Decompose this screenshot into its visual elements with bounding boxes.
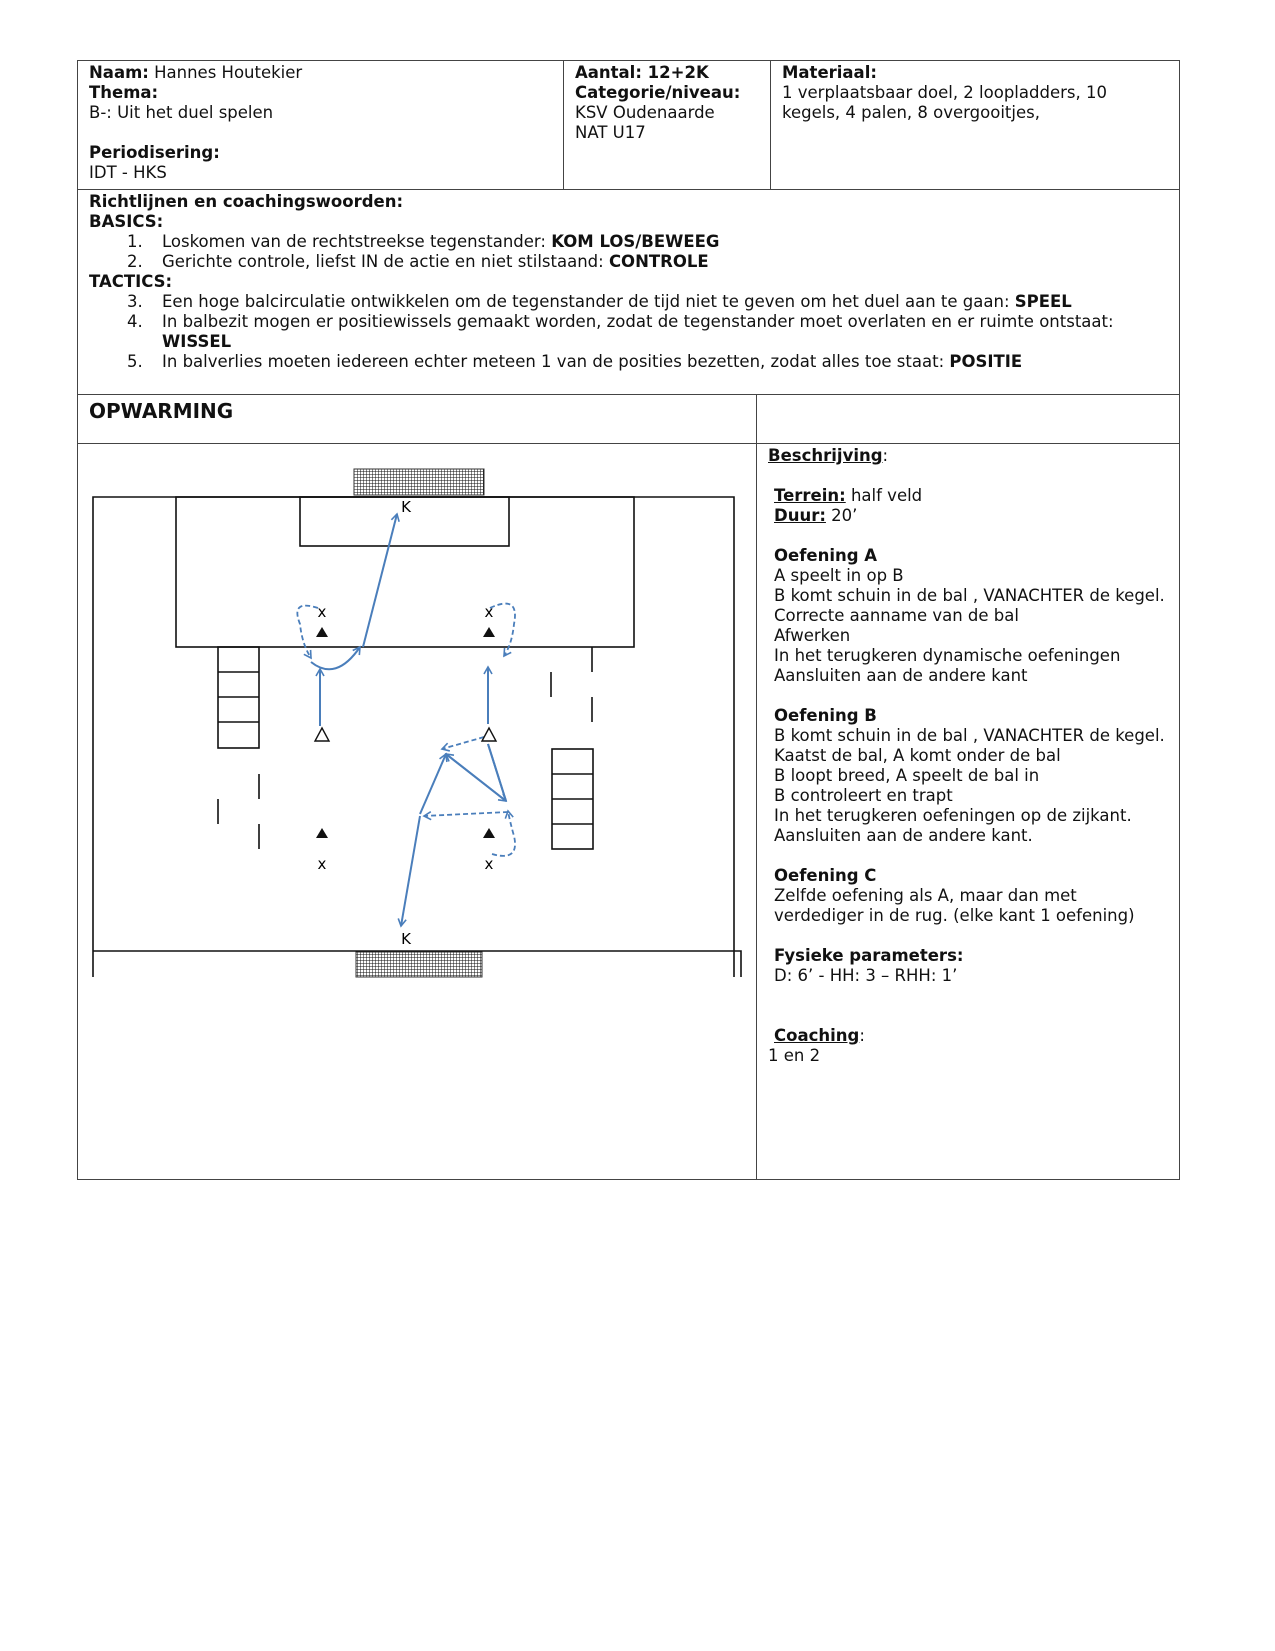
section-title-spacer	[757, 395, 1180, 444]
oefening-c-line: Zelfde oefening als A, maar dan met verdediger in de rug. (elke kant 1 oefening)	[774, 886, 1135, 925]
cone-label: x	[317, 603, 327, 621]
naam-value: Hannes Houtekier	[154, 63, 303, 82]
oefening-b-title: Oefening B	[774, 706, 877, 725]
periodisering-value: IDT - HKS	[89, 163, 167, 182]
drill-diagram	[78, 444, 756, 1174]
section-title: OPWARMING	[78, 395, 757, 444]
periodisering-label: Periodisering:	[89, 143, 220, 162]
poles	[218, 647, 592, 849]
oefening-a-line: In het terugkeren dynamische oefeningen	[774, 646, 1121, 665]
categorie-line1: KSV Oudenaarde	[575, 103, 715, 122]
guidelines-title: Richtlijnen en coachingswoorden:	[89, 192, 404, 211]
materiaal-label: Materiaal:	[782, 63, 877, 82]
top-keeper-label: K	[401, 498, 411, 516]
oefening-a-line: Afwerken	[774, 626, 851, 645]
guidelines-cell	[78, 190, 1180, 395]
oefening-b-line: B loopt breed, A speelt de bal in	[774, 766, 1040, 785]
exercise-table	[77, 394, 1180, 1180]
basics-label: BASICS:	[89, 212, 164, 231]
description-block: Beschrijving: Terrein: half veld Duur: 20’ Oefening A A speelt in op B B komt schuin in de bal , VANACHTER de kegel. Correcte aanname van de bal Afwerken In het terugkeren dynamische oefeningen Aansluiten aan de andere kant Oefening B B komt schuin in de bal , VANACHTER de kegel. Kaatst de bal, A komt onder de bal B loopt breed, A speelt de bal in B controleert en trapt In het terugkeren oefeningen op de zijkant. Aansluiten aan de andere kant. Oefening C Zelfde oefening als A, maar dan met verdediger in de rug. (elke kant 1 oefening) Fysieke parameters: D: 6’ - HH: 3 – RHH: 1’ Coaching: 1 en 2	[768, 446, 1168, 1066]
fysieke-value: D: 6’ - HH: 3 – RHH: 1’	[774, 966, 958, 985]
count-category-cell	[564, 61, 771, 190]
oefening-b-line: Kaatst de bal, A komt onder de bal	[774, 746, 1061, 765]
pitch-lines	[93, 497, 741, 977]
description-cell	[757, 444, 1180, 1180]
naam-label: Naam:	[89, 63, 149, 82]
guideline-item: 1. Loskomen van de rechtstreekse tegenstander: KOM LOS/BEWEEG	[127, 232, 720, 251]
material-cell	[771, 61, 1180, 190]
session-sheet	[77, 60, 1180, 1180]
cone-label: x	[484, 855, 494, 873]
aantal-label: Aantal: 12+2K	[575, 63, 709, 82]
fysieke-label: Fysieke parameters:	[774, 946, 964, 965]
tactics-list	[89, 292, 1168, 372]
header-table	[77, 60, 1180, 395]
players-open	[315, 728, 496, 741]
oefening-a-line: A speelt in op B	[774, 566, 904, 585]
pass-arrows	[311, 514, 506, 926]
guideline-item: 4. In balbezit mogen er positiewissels gemaakt worden, zodat de tegenstander moet overlaten en er ruimte ontstaat: WISSEL	[127, 312, 1114, 351]
oefening-a-line: Correcte aanname van de bal	[774, 606, 1019, 625]
drill-diagram-cell	[78, 444, 757, 1180]
thema-value: B-: Uit het duel spelen	[89, 103, 274, 122]
oefening-c-title: Oefening C	[774, 866, 877, 885]
name-theme-cell	[78, 61, 564, 190]
oefening-a-line: Aansluiten aan de andere kant	[774, 666, 1028, 685]
coaching-value: 1 en 2	[768, 1046, 821, 1065]
thema-label: Thema:	[89, 83, 159, 102]
run-arrows	[297, 604, 515, 856]
ladder-left	[218, 647, 259, 748]
beschrijving-label: Beschrijving	[768, 446, 883, 465]
bottom-keeper-label: K	[401, 930, 411, 948]
coaching-label: Coaching	[774, 1026, 860, 1045]
cone-label: x	[317, 855, 327, 873]
terrein-value: half veld	[845, 486, 923, 505]
guideline-item: 5. In balverlies moeten iedereen echter meteen 1 van de posities bezetten, zodat alles toe staat: POSITIE	[127, 352, 1023, 371]
duur-label: Duur:	[774, 506, 826, 525]
ladder-right	[552, 749, 593, 849]
oefening-b-line: B komt schuin in de bal , VANACHTER de kegel.	[774, 726, 1165, 745]
materiaal-value: 1 verplaatsbaar doel, 2 loopladders, 10 kegels, 4 palen, 8 overgooitjes,	[782, 83, 1107, 122]
cone-label: x	[484, 603, 494, 621]
top-goal-net	[354, 469, 484, 495]
oefening-a-line: B komt schuin in de bal , VANACHTER de kegel.	[774, 586, 1165, 605]
guideline-item: 3. Een hoge balcirculatie ontwikkelen om de tegenstander de tijd niet te geven om het duel aan te gaan: SPEEL	[127, 292, 1072, 311]
oefening-b-line: Aansluiten aan de andere kant.	[774, 826, 1033, 845]
oefening-b-line: B controleert en trapt	[774, 786, 953, 805]
oefening-b-line: In het terugkeren oefeningen op de zijkant.	[774, 806, 1132, 825]
cones-attack	[316, 627, 495, 838]
terrein-label: Terrein:	[774, 486, 846, 505]
oefening-a-title: Oefening A	[774, 546, 878, 565]
categorie-line2: NAT U17	[575, 123, 646, 142]
bottom-goal-net	[356, 952, 482, 977]
tactics-label: TACTICS:	[89, 272, 173, 291]
guideline-item: 2. Gerichte controle, liefst IN de actie en niet stilstaand: CONTROLE	[127, 252, 709, 271]
duur-value: 20’	[825, 506, 858, 525]
categorie-label: Categorie/niveau:	[575, 83, 741, 102]
basics-list	[89, 232, 1168, 272]
